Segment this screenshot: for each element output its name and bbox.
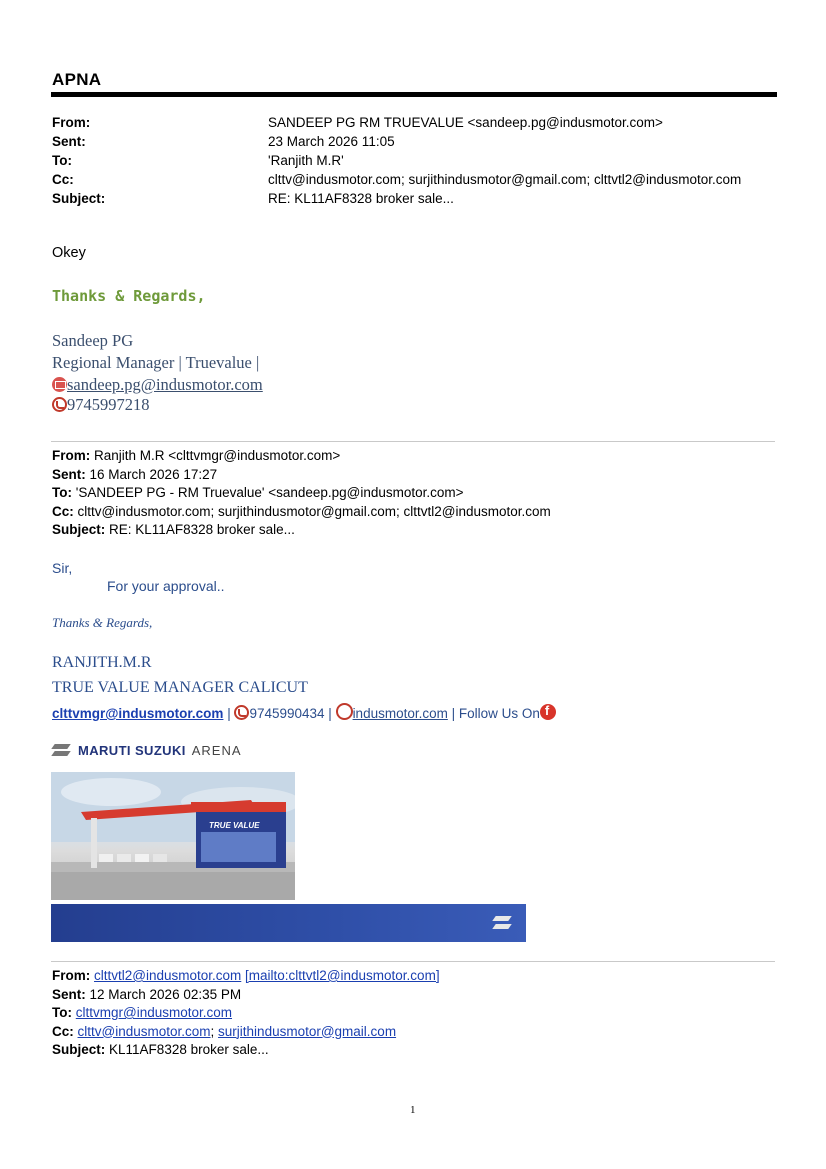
suzuki-banner: [51, 904, 526, 942]
original-to-row: To: clttvmgr@indusmotor.com: [52, 1005, 233, 1020]
original-from-link[interactable]: clttvtl2@indusmotor.com: [94, 968, 242, 983]
sent-value: 23 March 2026 11:05: [268, 134, 395, 149]
separator: |: [324, 706, 336, 721]
quoted-sent-row: Sent: 16 March 2026 17:27: [52, 466, 218, 482]
quoted-to: 'SANDEEP PG - RM Truevalue' <sandeep.pg@indusmotor.com>: [75, 485, 464, 500]
signature-name: Sandeep PG: [52, 331, 134, 350]
brand-name: MARUTI SUZUKI: [78, 742, 186, 758]
quoted-contact-line: [52, 703, 556, 721]
showroom-illustration: [51, 772, 295, 900]
quoted-cc: clttv@indusmotor.com; surjithindusmotor@gmail.com; clttvtl2@indusmotor.com: [77, 503, 551, 519]
brand-arena: ARENA: [191, 742, 242, 758]
separator: |: [223, 706, 235, 721]
quoted-signature: [52, 650, 308, 700]
reply-thanks: Thanks & Regards,: [52, 287, 206, 305]
cc-separator: ;: [210, 1023, 219, 1039]
signature-phone: 9745997218: [67, 395, 150, 414]
quoted-subject-row: Subject: RE: KL11AF8328 broker sale...: [52, 522, 295, 537]
quoted-signature-title: TRUE VALUE MANAGER CALICUT: [52, 679, 308, 696]
header-sent-row: [52, 132, 778, 151]
phone-icon: [52, 397, 67, 412]
original-sent-row: Sent: 12 March 2026 02:35 PM: [52, 986, 242, 1002]
from-value: SANDEEP PG RM TRUEVALUE <sandeep.pg@indusmotor.com>: [268, 115, 663, 130]
quoted-header-2: [52, 967, 440, 1060]
email-header: [52, 113, 778, 208]
quoted-sent: 16 March 2026 17:27: [89, 466, 218, 482]
header-to-row: [52, 151, 778, 170]
suzuki-logo-icon: [492, 914, 512, 932]
to-label: To:: [52, 153, 72, 168]
quoted-header-1: [52, 447, 551, 540]
original-subject-row: Subject: KL11AF8328 broker sale...: [52, 1042, 269, 1057]
maruti-suzuki-arena-logo: [52, 740, 242, 760]
photo-sign-text: TRUE VALUE: [209, 821, 260, 830]
from-label: From:: [52, 115, 91, 130]
original-cc-link-1[interactable]: clttv@indusmotor.com: [77, 1023, 211, 1039]
original-sent: 12 March 2026 02:35 PM: [89, 986, 242, 1002]
cc-label: Cc:: [52, 172, 74, 187]
to-value: 'Ranjith M.R': [268, 153, 344, 168]
suzuki-logo-icon: [52, 742, 70, 758]
quoted-greeting: Sir,: [52, 560, 73, 576]
quoted-subject: RE: KL11AF8328 broker sale...: [109, 522, 295, 537]
website-link[interactable]: indusmotor.com: [352, 706, 448, 721]
quoted-cc-row: Cc: clttv@indusmotor.com; surjithindusmotor@gmail.com; clttvtl2@indusmotor.com: [52, 503, 551, 519]
signature-email-link[interactable]: sandeep.pg@indusmotor.com: [67, 375, 263, 394]
phone-icon: [234, 705, 249, 720]
quoted-signature-name: RANJITH.M.R: [52, 654, 152, 671]
signature-phone-line: [52, 394, 263, 416]
message-divider: [51, 441, 775, 442]
header-from-row: [52, 113, 778, 132]
quoted-to-row: To: 'SANDEEP PG - RM Truevalue' <sandeep.pg@indusmotor.com>: [52, 485, 464, 500]
reply-signature: [52, 330, 263, 416]
message-divider: [51, 961, 775, 962]
quoted-phone: 9745990434: [249, 706, 325, 721]
showroom-photo: [51, 772, 295, 900]
quoted-from-row: From: Ranjith M.R <clttvmgr@indusmotor.com>: [52, 448, 341, 463]
original-cc-row: Cc: clttv@indusmotor.com; surjithindusmotor@gmail.com: [52, 1023, 397, 1039]
signature-title: Regional Manager | Truevalue |: [52, 353, 260, 372]
header-subject-row: [52, 189, 778, 208]
sent-label: Sent:: [52, 134, 86, 149]
subject-value: RE: KL11AF8328 broker sale...: [268, 191, 454, 206]
document-title: APNA: [52, 70, 102, 89]
original-subject: KL11AF8328 broker sale...: [109, 1042, 269, 1057]
signature-email-line: [52, 374, 263, 396]
globe-icon: [336, 703, 353, 720]
facebook-icon[interactable]: [540, 704, 556, 720]
email-icon: [52, 377, 67, 392]
header-cc-row: [52, 170, 778, 189]
quoted-email-link[interactable]: clttvmgr@indusmotor.com: [52, 706, 224, 721]
quoted-thanks: Thanks & Regards,: [52, 615, 153, 630]
page-number: 1: [410, 1104, 416, 1116]
quoted-body-text: For your approval..: [107, 578, 225, 594]
original-to-link[interactable]: clttvmgr@indusmotor.com: [75, 1005, 233, 1020]
title-rule: [51, 92, 777, 97]
subject-label: Subject:: [52, 191, 106, 206]
original-from-row: From: clttvtl2@indusmotor.com [mailto:clttvtl2@indusmotor.com]: [52, 968, 440, 983]
original-cc-link-2[interactable]: surjithindusmotor@gmail.com: [218, 1023, 397, 1039]
cc-value: clttv@indusmotor.com; surjithindusmotor@gmail.com; clttvtl2@indusmotor.com: [268, 172, 742, 187]
quoted-from: Ranjith M.R <clttvmgr@indusmotor.com>: [94, 448, 341, 463]
original-mailto-link[interactable]: [mailto:clttvtl2@indusmotor.com]: [245, 968, 440, 983]
follow-us-text: | Follow Us On: [447, 706, 540, 721]
reply-body-text: Okey: [52, 245, 86, 261]
